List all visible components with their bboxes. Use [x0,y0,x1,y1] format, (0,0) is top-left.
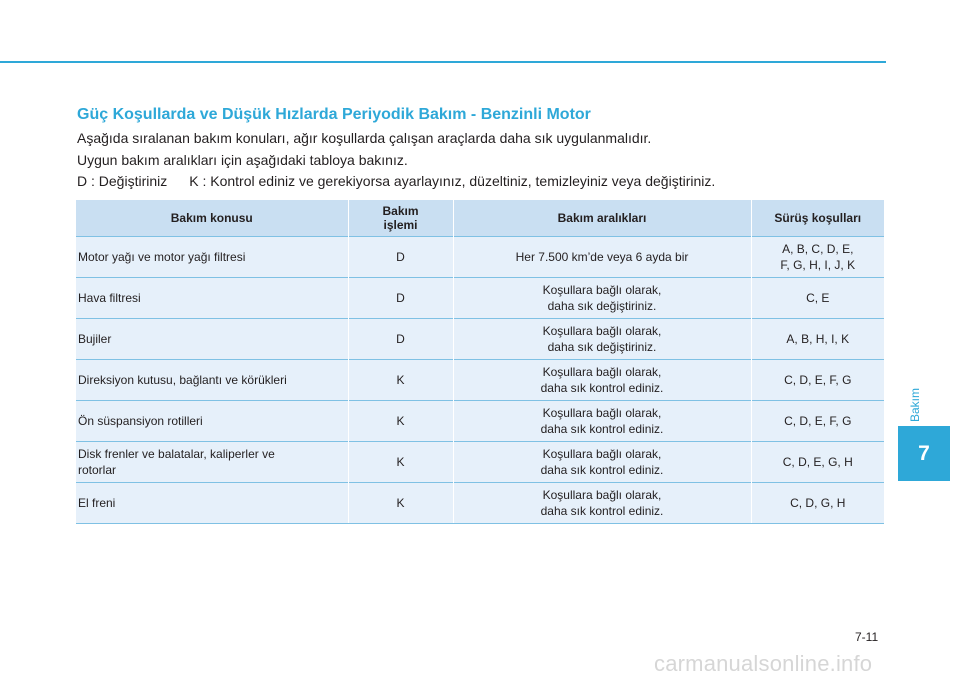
row-action: K [348,442,453,483]
section-title: Güç Koşullarda ve Düşük Hızlarda Periyodik Bakım - Benzinli Motor [77,106,591,123]
table-row [76,401,884,442]
row-conditions: C, E [751,278,884,319]
row-interval: Her 7.500 km’de veya 6 ayda bir [453,237,751,278]
row-interval: Koşullara bağlı olarak, daha sık değiştiriniz. [453,278,751,319]
header-conditions: Sürüş koşulları [751,200,884,237]
row-item: El freni [76,483,348,524]
row-interval: Koşullara bağlı olarak, daha sık kontrol ediniz. [453,442,751,483]
chapter-number: 7 [918,441,930,465]
table-row [76,483,884,524]
row-item: Bujiler [76,319,348,360]
row-conditions: C, D, E, F, G [751,360,884,401]
legend-d: D : Değiştiriniz [77,173,168,189]
row-item: Ön süspansiyon rotilleri [76,401,348,442]
table-row [76,237,884,278]
row-action: D [348,278,453,319]
table-header-row [76,200,884,237]
row-item: Hava filtresi [76,278,348,319]
row-conditions: A, B, C, D, E, F, G, H, I, J, K [751,237,884,278]
header-item: Bakım konusu [76,200,348,237]
row-item: Disk frenler ve balatalar, kaliperler ve rotorlar [76,442,348,483]
watermark: carmanualsonline.info [654,651,873,676]
row-conditions: A, B, H, I, K [751,319,884,360]
intro-text-reference: Uygun bakım aralıkları için aşağıdaki tabloya bakınız. [77,152,408,168]
page-number: 7-11 [855,630,879,644]
row-interval: Koşullara bağlı olarak, daha sık kontrol ediniz. [453,401,751,442]
header-action: Bakım işlemi [348,200,453,237]
row-conditions: C, D, E, F, G [751,401,884,442]
header-interval: Bakım aralıkları [453,200,751,237]
row-interval: Koşullara bağlı olarak, daha sık kontrol ediniz. [453,360,751,401]
maintenance-table [76,200,884,524]
row-action: D [348,319,453,360]
row-item: Direksiyon kutusu, bağlantı ve körükleri [76,360,348,401]
table-row [76,278,884,319]
chapter-tab [898,426,950,481]
row-action: K [348,483,453,524]
row-conditions: C, D, G, H [751,483,884,524]
row-conditions: C, D, E, G, H [751,442,884,483]
row-action: K [348,401,453,442]
chapter-side-label: Bakım [908,388,922,423]
row-item: Motor yağı ve motor yağı filtresi [76,237,348,278]
top-divider [0,61,886,63]
table-row [76,319,884,360]
legend-k: K : Kontrol ediniz ve gerekiyorsa ayarlayınız, düzeltiniz, temizleyiniz veya değiştiriniz. [189,173,716,189]
row-action: D [348,237,453,278]
table-row [76,360,884,401]
row-interval: Koşullara bağlı olarak, daha sık değiştiriniz. [453,319,751,360]
intro-text: Aşağıda sıralanan bakım konuları, ağır koşullarda çalışan araçlarda daha sık uygulanmalıdır. [77,130,652,146]
row-interval: Koşullara bağlı olarak, daha sık kontrol ediniz. [453,483,751,524]
legend [77,173,715,189]
table-row [76,442,884,483]
row-action: K [348,360,453,401]
